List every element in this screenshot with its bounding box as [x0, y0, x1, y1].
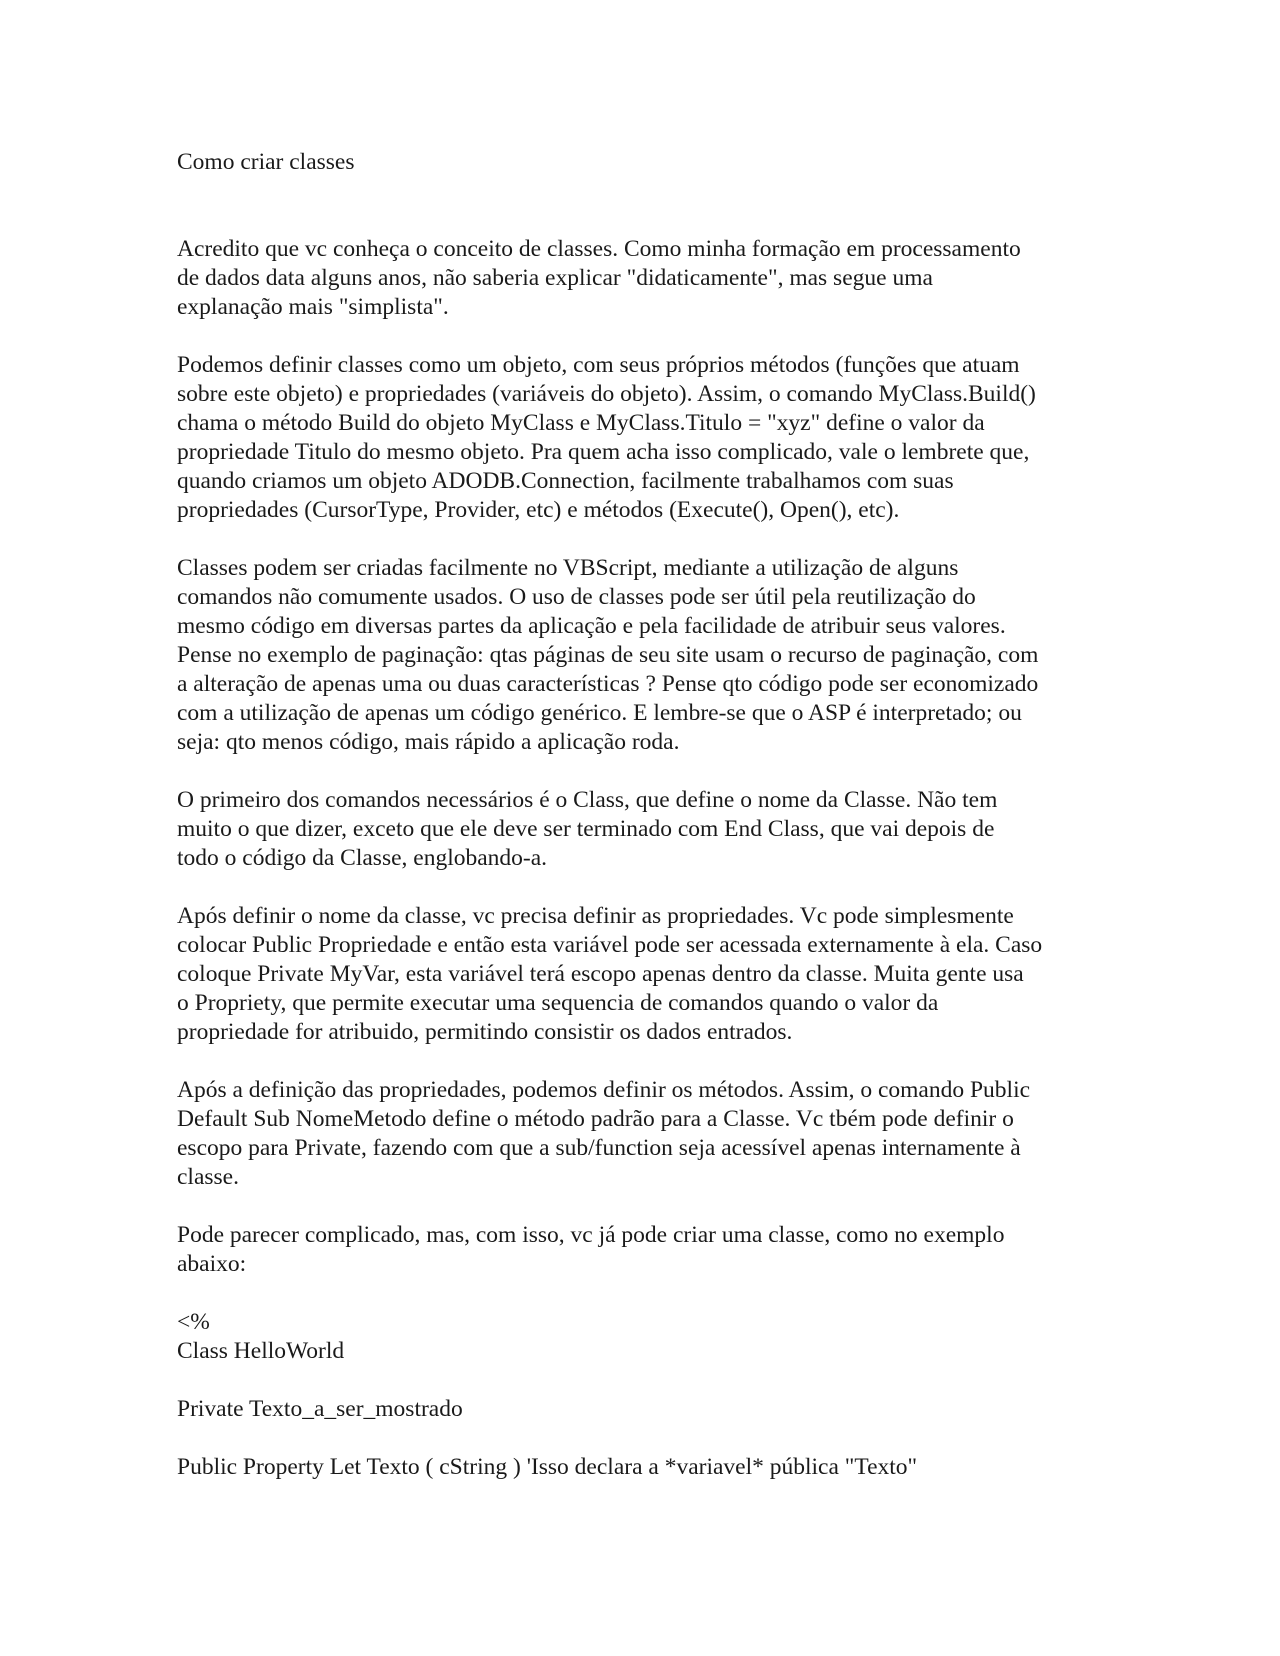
text-line: classe.	[177, 1164, 239, 1190]
text-line: de dados data alguns anos, não saberia explicar "didaticamente", mas segue uma	[177, 265, 933, 291]
text-line: muito o que dizer, exceto que ele deve ser terminado com End Class, que vai depois de	[177, 816, 995, 842]
text-line: propriedade for atribuido, permitindo consistir os dados entrados.	[177, 1019, 793, 1045]
text-line: Default Sub NomeMetodo define o método padrão para a Classe. Vc tbém pode definir o	[177, 1106, 1014, 1132]
paragraph-spacer	[177, 1279, 1117, 1308]
paragraph-spacer	[177, 525, 1117, 554]
paragraph-spacer	[177, 1047, 1117, 1076]
paragraph-spacer	[177, 873, 1117, 902]
page-title: Como criar classes	[177, 149, 355, 175]
code-class-declaration: Class HelloWorld	[177, 1338, 345, 1364]
code-spacer	[177, 1424, 1117, 1453]
text-line: Classes podem ser criadas facilmente no VBScript, mediante a utilização de alguns	[177, 555, 959, 581]
code-open-tag: <%	[177, 1309, 210, 1335]
text-line: sobre este objeto) e propriedades (variáveis do objeto). Assim, o comando MyClass.Build()	[177, 381, 1036, 407]
text-line: chama o método Build do objeto MyClass e MyClass.Titulo = "xyz" define o valor da	[177, 410, 985, 436]
text-line: mesmo código em diversas partes da aplicação e pela facilidade de atribuir seus valores.	[177, 613, 1006, 639]
text-line: todo o código da Classe, englobando-a.	[177, 845, 548, 871]
paragraph-methods	[177, 1076, 1117, 1192]
code-spacer	[177, 1366, 1117, 1395]
text-line: colocar Public Propriedade e então esta variável pode ser acessada externamente à ela. Caso	[177, 932, 1043, 958]
text-line: Após definir o nome da classe, vc precisa definir as propriedades. Vc pode simplesmente	[177, 903, 1014, 929]
text-line: comandos não comumente usados. O uso de classes pode ser útil pela reutilização do	[177, 584, 976, 610]
paragraph-properties	[177, 902, 1117, 1047]
text-line: Pense no exemplo de paginação: qtas páginas de seu site usam o recurso de paginação, com	[177, 642, 1039, 668]
text-line: abaixo:	[177, 1251, 247, 1277]
text-line: quando criamos um objeto ADODB.Connection, facilmente trabalhamos com suas	[177, 468, 954, 494]
paragraph-spacer	[177, 757, 1117, 786]
paragraph-spacer	[177, 1192, 1117, 1221]
paragraph-intro	[177, 235, 1117, 322]
paragraph-definition	[177, 351, 1117, 525]
code-private-declaration: Private Texto_a_ser_mostrado	[177, 1396, 463, 1422]
text-line: Pode parecer complicado, mas, com isso, vc já pode criar uma classe, como no exemplo	[177, 1222, 1005, 1248]
text-line: Podemos definir classes como um objeto, com seus próprios métodos (funções que atuam	[177, 352, 1020, 378]
code-property-declaration: Public Property Let Texto ( cString ) 'Isso declara a *variavel* pública "Texto"	[177, 1454, 918, 1480]
document-page	[177, 148, 1117, 1482]
paragraph-vbscript	[177, 554, 1117, 757]
text-line: escopo para Private, fazendo com que a sub/function seja acessível apenas internamente à	[177, 1135, 1021, 1161]
text-line: propriedade Titulo do mesmo objeto. Pra quem acha isso complicado, vale o lembrete que,	[177, 439, 1030, 465]
paragraph-spacer	[177, 322, 1117, 351]
text-line: explanação mais "simplista".	[177, 294, 449, 320]
text-line: coloque Private MyVar, esta variável terá escopo apenas dentro da classe. Muita gente usa	[177, 961, 1024, 987]
text-line: Acredito que vc conheça o conceito de classes. Como minha formação em processamento	[177, 236, 1021, 262]
text-line: o Propriety, que permite executar uma sequencia de comandos quando o valor da	[177, 990, 939, 1016]
text-line: a alteração de apenas uma ou duas características ? Pense qto código pode ser economizado	[177, 671, 1039, 697]
paragraph-example-intro	[177, 1221, 1117, 1279]
title-spacer	[177, 177, 1117, 235]
code-example	[177, 1308, 1117, 1482]
text-line: propriedades (CursorType, Provider, etc) e métodos (Execute(), Open(), etc).	[177, 497, 900, 523]
paragraph-class-command	[177, 786, 1117, 873]
text-line: Após a definição das propriedades, podemos definir os métodos. Assim, o comando Public	[177, 1077, 1031, 1103]
text-line: O primeiro dos comandos necessários é o Class, que define o nome da Classe. Não tem	[177, 787, 998, 813]
text-line: seja: qto menos código, mais rápido a aplicação roda.	[177, 729, 680, 755]
text-line: com a utilização de apenas um código genérico. E lembre-se que o ASP é interpretado; ou	[177, 700, 1022, 726]
